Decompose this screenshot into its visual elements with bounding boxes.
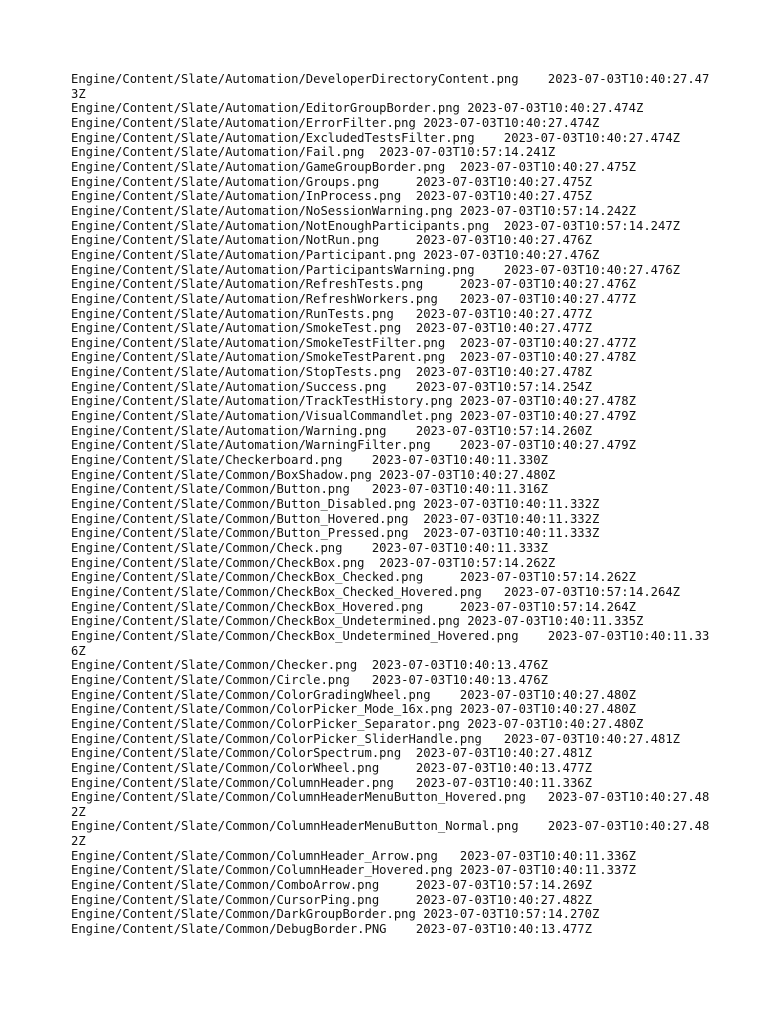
file-entry: Engine/Content/Slate/Automation/RefreshTests.png 2023-07-03T10:40:27.476Z: [71, 277, 636, 292]
file-entry: Engine/Content/Slate/Common/ColumnHeader.png 2023-07-03T10:40:11.336Z: [71, 775, 592, 790]
file-entry: Engine/Content/Slate/Common/ColumnHeaderMenuButton_Normal.png 2023-07-03T10:40:27.482Z: [71, 819, 710, 849]
file-entry: Engine/Content/Slate/Common/Button_Hovered.png 2023-07-03T10:40:11.332Z: [71, 511, 600, 526]
file-entry: Engine/Content/Slate/Common/ColorPicker_SliderHandle.png 2023-07-03T10:40:27.481Z: [71, 731, 681, 746]
file-entry: Engine/Content/Slate/Common/ColorSpectrum.png 2023-07-03T10:40:27.481Z: [71, 746, 592, 761]
file-entry: Engine/Content/Slate/Common/Checker.png 2023-07-03T10:40:13.476Z: [71, 658, 548, 673]
file-entry: Engine/Content/Slate/Common/Circle.png 2023-07-03T10:40:13.476Z: [71, 672, 548, 687]
file-entry: Engine/Content/Slate/Checkerboard.png 2023-07-03T10:40:11.330Z: [71, 453, 548, 468]
file-entry: Engine/Content/Slate/Automation/RefreshWorkers.png 2023-07-03T10:40:27.477Z: [71, 291, 636, 306]
file-entry: Engine/Content/Slate/Automation/ExcludedTestsFilter.png 2023-07-03T10:40:27.474Z: [71, 130, 681, 145]
file-entry: Engine/Content/Slate/Common/CheckBox_Hovered.png 2023-07-03T10:57:14.264Z: [71, 599, 636, 614]
file-entry: Engine/Content/Slate/Automation/Warning.png 2023-07-03T10:57:14.260Z: [71, 423, 592, 438]
file-entry: Engine/Content/Slate/Automation/Success.png 2023-07-03T10:57:14.254Z: [71, 379, 592, 394]
file-entry: Engine/Content/Slate/Automation/DeveloperDirectoryContent.png 2023-07-03T10:40:27.473Z: [71, 72, 710, 101]
file-entry: Engine/Content/Slate/Common/Button_Pressed.png 2023-07-03T10:40:11.333Z: [71, 526, 600, 541]
file-entry: Engine/Content/Slate/Common/ColumnHeader_Hovered.png 2023-07-03T10:40:11.337Z: [71, 863, 636, 878]
file-entry: Engine/Content/Slate/Automation/RunTests.png 2023-07-03T10:40:27.477Z: [71, 306, 592, 321]
file-entry: Engine/Content/Slate/Automation/EditorGroupBorder.png 2023-07-03T10:40:27.474Z: [71, 101, 644, 116]
file-entry: Engine/Content/Slate/Common/ColumnHeader_Arrow.png 2023-07-03T10:40:11.336Z: [71, 848, 636, 863]
file-entry: Engine/Content/Slate/Common/BoxShadow.png 2023-07-03T10:40:27.480Z: [71, 467, 556, 482]
file-entry: Engine/Content/Slate/Automation/InProcess.png 2023-07-03T10:40:27.475Z: [71, 189, 592, 204]
file-entry: Engine/Content/Slate/Automation/Participant.png 2023-07-03T10:40:27.476Z: [71, 247, 600, 262]
file-entry: Engine/Content/Slate/Automation/Fail.png 2023-07-03T10:57:14.241Z: [71, 145, 556, 160]
file-entry: Engine/Content/Slate/Common/Button_Disabled.png 2023-07-03T10:40:11.332Z: [71, 497, 600, 512]
file-entry: Engine/Content/Slate/Automation/WarningFilter.png 2023-07-03T10:40:27.479Z: [71, 438, 636, 453]
file-entry: Engine/Content/Slate/Common/DebugBorder.PNG 2023-07-03T10:40:13.477Z: [71, 922, 592, 937]
file-entry: Engine/Content/Slate/Common/DarkGroupBorder.png 2023-07-03T10:57:14.270Z: [71, 907, 600, 922]
file-entry: Engine/Content/Slate/Automation/SmokeTestFilter.png 2023-07-03T10:40:27.477Z: [71, 335, 636, 350]
file-entry: Engine/Content/Slate/Common/CheckBox.png 2023-07-03T10:57:14.262Z: [71, 555, 556, 570]
file-entry: Engine/Content/Slate/Common/Check.png 2023-07-03T10:40:11.333Z: [71, 541, 548, 555]
file-entry: Engine/Content/Slate/Common/ComboArrow.png 2023-07-03T10:57:14.269Z: [71, 878, 592, 893]
file-entry: Engine/Content/Slate/Automation/Groups.png 2023-07-03T10:40:27.475Z: [71, 174, 592, 189]
file-entry: Engine/Content/Slate/Automation/SmokeTestParent.png 2023-07-03T10:40:27.478Z: [71, 350, 636, 365]
file-entry: Engine/Content/Slate/Common/CheckBox_Checked_Hovered.png 2023-07-03T10:57:14.264Z: [71, 584, 681, 599]
file-entry: Engine/Content/Slate/Common/ColorPicker_Mode_16x.png 2023-07-03T10:40:27.480Z: [71, 702, 636, 717]
file-entry: Engine/Content/Slate/Common/CheckBox_Checked.png 2023-07-03T10:57:14.262Z: [71, 570, 636, 585]
file-entry: Engine/Content/Slate/Automation/NoSessionWarning.png 2023-07-03T10:57:14.242Z: [71, 203, 636, 218]
file-entry: Engine/Content/Slate/Automation/VisualCommandlet.png 2023-07-03T10:40:27.479Z: [71, 409, 636, 424]
file-entry: Engine/Content/Slate/Common/ColorWheel.png 2023-07-03T10:40:13.477Z: [71, 760, 592, 775]
file-entry: Engine/Content/Slate/Common/Button.png 2023-07-03T10:40:11.316Z: [71, 482, 548, 497]
file-entry: Engine/Content/Slate/Automation/NotEnoughParticipants.png 2023-07-03T10:57:14.247Z: [71, 218, 681, 233]
file-entry: Engine/Content/Slate/Automation/SmokeTest.png 2023-07-03T10:40:27.477Z: [71, 321, 592, 336]
file-entry: Engine/Content/Slate/Common/CheckBox_Undetermined.png 2023-07-03T10:40:11.335Z: [71, 614, 644, 629]
file-entry: Engine/Content/Slate/Common/CheckBox_Undetermined_Hovered.png 2023-07-03T10:40:11.336Z: [71, 628, 710, 658]
file-entry: Engine/Content/Slate/Common/ColorPicker_Separator.png 2023-07-03T10:40:27.480Z: [71, 716, 644, 731]
file-entry: Engine/Content/Slate/Common/ColorGradingWheel.png 2023-07-03T10:40:27.480Z: [71, 687, 636, 702]
file-entry: Engine/Content/Slate/Automation/TrackTestHistory.png 2023-07-03T10:40:27.478Z: [71, 394, 636, 409]
file-entry: Engine/Content/Slate/Automation/ParticipantsWarning.png 2023-07-03T10:40:27.476Z: [71, 262, 681, 277]
file-entry: Engine/Content/Slate/Automation/StopTests.png 2023-07-03T10:40:27.478Z: [71, 365, 592, 380]
file-entry: Engine/Content/Slate/Automation/GameGroupBorder.png 2023-07-03T10:40:27.475Z: [71, 159, 636, 174]
file-entry: Engine/Content/Slate/Automation/NotRun.png 2023-07-03T10:40:27.476Z: [71, 233, 592, 248]
file-entry: Engine/Content/Slate/Automation/ErrorFilter.png 2023-07-03T10:40:27.474Z: [71, 115, 600, 130]
file-entry: Engine/Content/Slate/Common/ColumnHeaderMenuButton_Hovered.png 2023-07-03T10:40:27.482Z: [71, 790, 710, 819]
file-listing: [71, 72, 711, 937]
file-entry: Engine/Content/Slate/Common/CursorPing.png 2023-07-03T10:40:27.482Z: [71, 892, 592, 907]
